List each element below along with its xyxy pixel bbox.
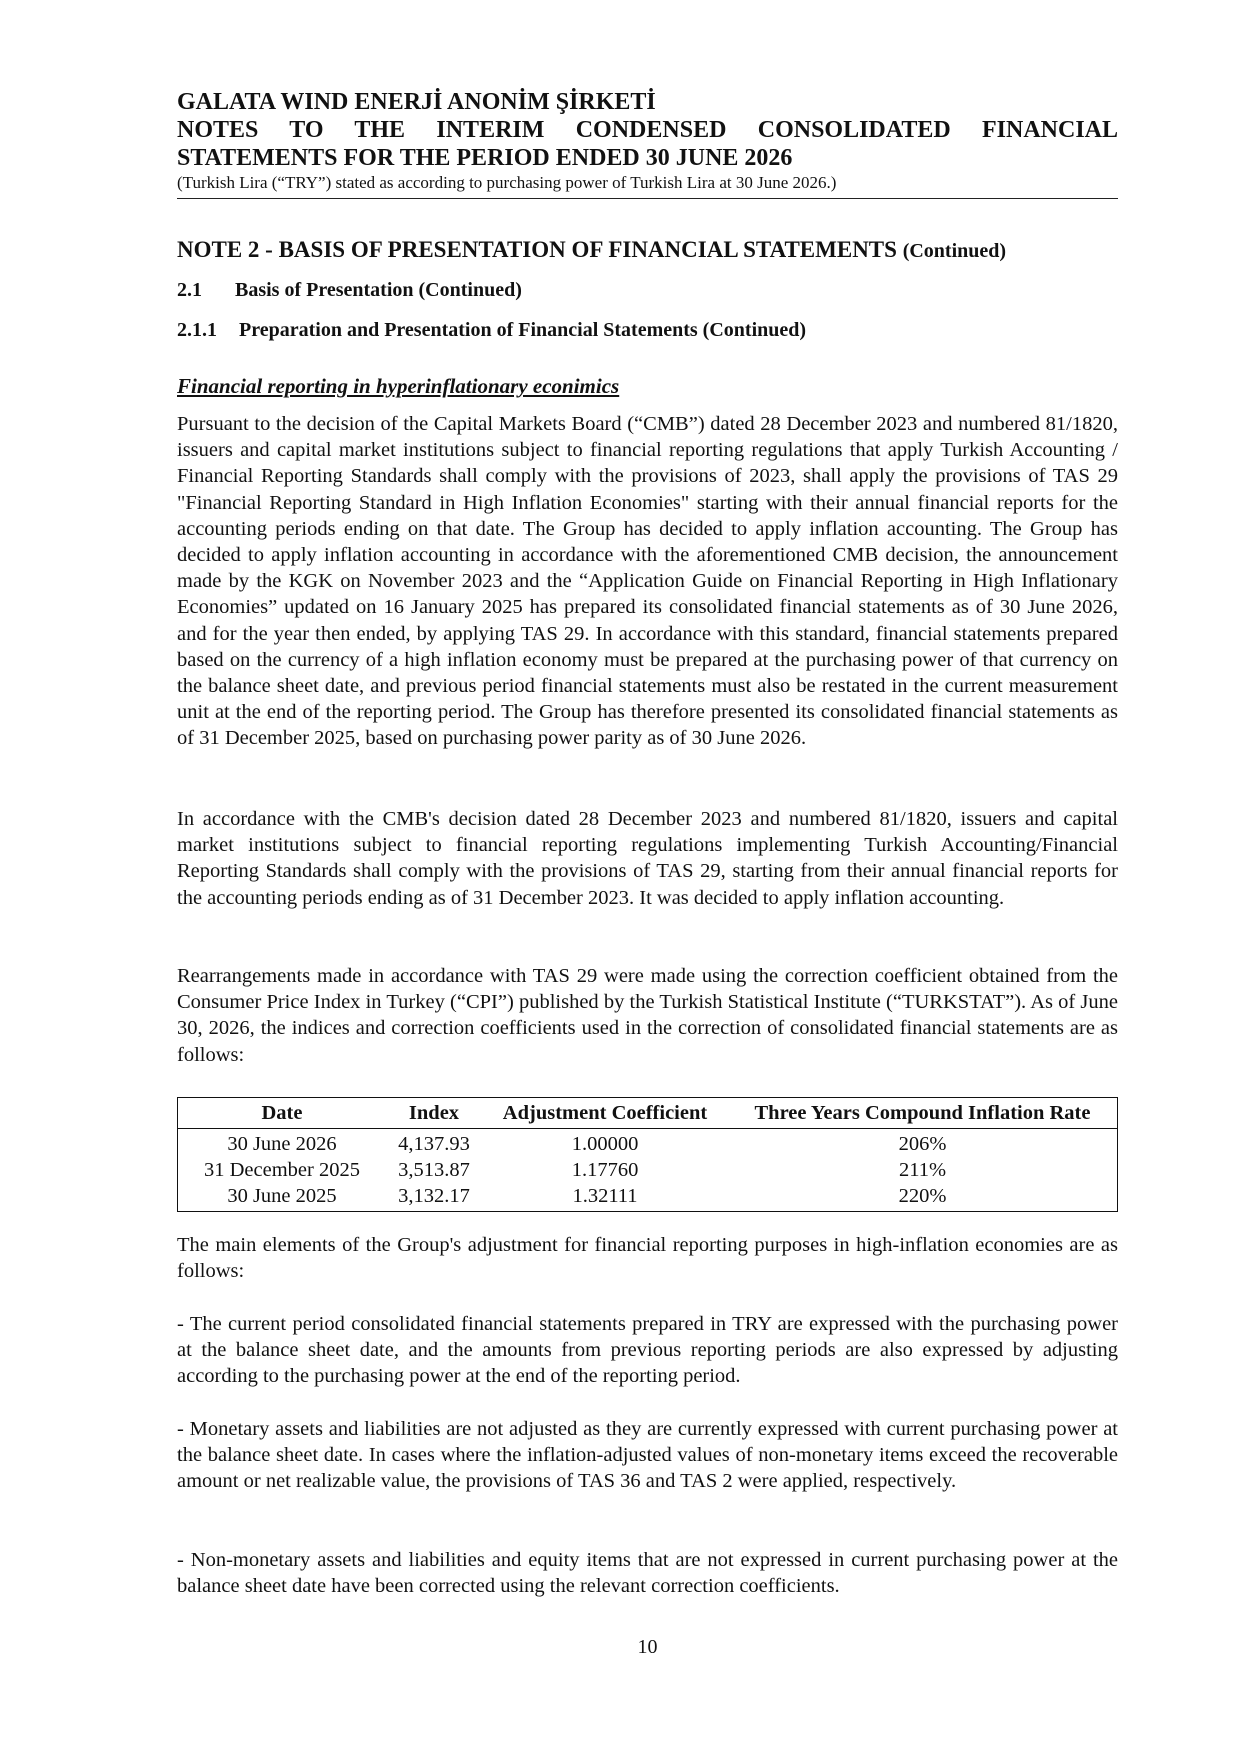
cell-inflation-rate: 220% [898, 1185, 947, 1207]
section-number: 2.1.1 [177, 319, 217, 341]
paragraph-1: Pursuant to the decision of the Capital Markets Board (“CMB”) dated 28 December 2023 and numbered 81/1820, issuers and capital market institutions subject to financial reporting regulations that apply Turkish Accounting / Financial Reporting Standards shall comply with the provisions of 2023, shall apply the provisions of TAS 29 "Financial Reporting Standard in High Inflation Economies" starting with their annual financial reports for the accounting periods ending on that date. The Group has decided to apply inflation accounting. The Group has decided to apply inflation accounting in accordance with the aforementioned CMB decision, the announcement made by the KGK on November 2023 and the “Application Guide on Financial Reporting in High Inflationary Economies” updated on 16 January 2025 has prepared its consolidated financial statements as of 30 June 2026, and for the year then ended, by applying TAS 29. In accordance with this standard, financial statements prepared based on the currency of a high inflation economy must be prepared at the purchasing power of that currency on the balance sheet date, and previous period financial statements must also be restated in the current measurement unit at the end of the reporting period. The Group has therefore presented its consolidated financial statements as of 31 December 2025, based on purchasing power parity as of 30 June 2026. [177, 413, 1118, 750]
cell-inflation-rate: 211% [898, 1159, 947, 1181]
subheading-hyperinflation: Financial reporting in hyperinflationary econimics [177, 374, 620, 398]
col-header-adjustment-coefficient: Adjustment Coefficient [482, 1098, 728, 1129]
table-row [178, 1183, 1118, 1212]
table-row [178, 1129, 1118, 1158]
paragraph-5: - The current period consolidated financial statements prepared in TRY are expressed with the purchasing power at the balance sheet date, and the amounts from previous reporting periods are also expressed by adjusting according to the purchasing power at the end of the reporting period. [177, 1313, 1118, 1388]
company-name: GALATA WIND ENERJİ ANONİM ŞİRKETİ [177, 89, 656, 115]
section-2-1-1-heading [177, 319, 806, 342]
section-title: Basis of Presentation (Continued) [235, 279, 522, 301]
paragraph-4: The main elements of the Group's adjustment for financial reporting purposes in high-inflation economies are as follows: [177, 1234, 1118, 1283]
header-subtitle: (Turkish Lira (“TRY”) stated as according to purchasing power of Turkish Lira at 30 June 2026.) [177, 173, 837, 192]
header-divider [177, 198, 1118, 199]
cell-inflation-rate: 206% [898, 1133, 947, 1155]
section-number: 2.1 [177, 279, 202, 301]
page-number: 10 [637, 1636, 658, 1658]
cell-coefficient: 1.32111 [572, 1185, 638, 1207]
cell-date: 31 December 2025 [204, 1159, 360, 1181]
note-title-suffix: (Continued) [902, 240, 1007, 262]
note-title [177, 237, 1006, 263]
paragraph-7: - Non-monetary assets and liabilities and equity items that are not expressed in current purchasing power at the balance sheet date have been corrected using the relevant correction coefficients. [177, 1549, 1118, 1598]
header-title-line1: NOTES TO THE INTERIM CONDENSED CONSOLIDATED FINANCIAL [177, 117, 1118, 143]
paragraph-3: Rearrangements made in accordance with TAS 29 were made using the correction coefficient obtained from the Consumer Price Index in Turkey (“CPI”) published by the Turkish Statistical Institute (“TURKSTAT”). As of June 30, 2026, the indices and correction coefficients used in the correction of consolidated financial statements are as follows: [177, 965, 1118, 1066]
cell-coefficient: 1.17760 [571, 1159, 639, 1181]
cell-coefficient: 1.00000 [571, 1133, 639, 1155]
cell-date: 30 June 2026 [227, 1133, 337, 1155]
table-row [178, 1157, 1118, 1183]
section-title: Preparation and Presentation of Financial Statements (Continued) [239, 319, 807, 341]
cell-index: 3,513.87 [398, 1159, 470, 1181]
col-header-inflation-rate: Three Years Compound Inflation Rate [728, 1098, 1118, 1129]
paragraph-2: In accordance with the CMB's decision dated 28 December 2023 and numbered 81/1820, issuers and capital market institutions subject to financial reporting regulations implementing Turkish Accounting/Financial Reporting Standards shall comply with the provisions of TAS 29, starting from their annual financial reports for the accounting periods ending as of 31 December 2023. It was decided to apply inflation accounting. [177, 808, 1118, 909]
page-header [177, 88, 1118, 193]
paragraph-6: - Monetary assets and liabilities are not adjusted as they are currently expressed with current purchasing power at the balance sheet date. In cases where the inflation-adjusted values of non-monetary items exceed the recoverable amount or net realizable value, the provisions of TAS 36 and TAS 2 were applied, respectively. [177, 1418, 1118, 1493]
inflation-index-table [177, 1097, 1118, 1212]
header-title-line2: STATEMENTS FOR THE PERIOD ENDED 30 JUNE 2026 [177, 145, 793, 171]
note-title-text: NOTE 2 - BASIS OF PRESENTATION OF FINANCIAL STATEMENTS [177, 237, 897, 262]
cell-index: 3,132.17 [398, 1185, 470, 1207]
table-header-row [178, 1098, 1118, 1129]
cell-date: 30 June 2025 [227, 1185, 337, 1207]
col-header-date: Date [178, 1098, 387, 1129]
col-header-index: Index [386, 1098, 482, 1129]
section-2-1-heading [177, 279, 522, 302]
cell-index: 4,137.93 [398, 1133, 470, 1155]
